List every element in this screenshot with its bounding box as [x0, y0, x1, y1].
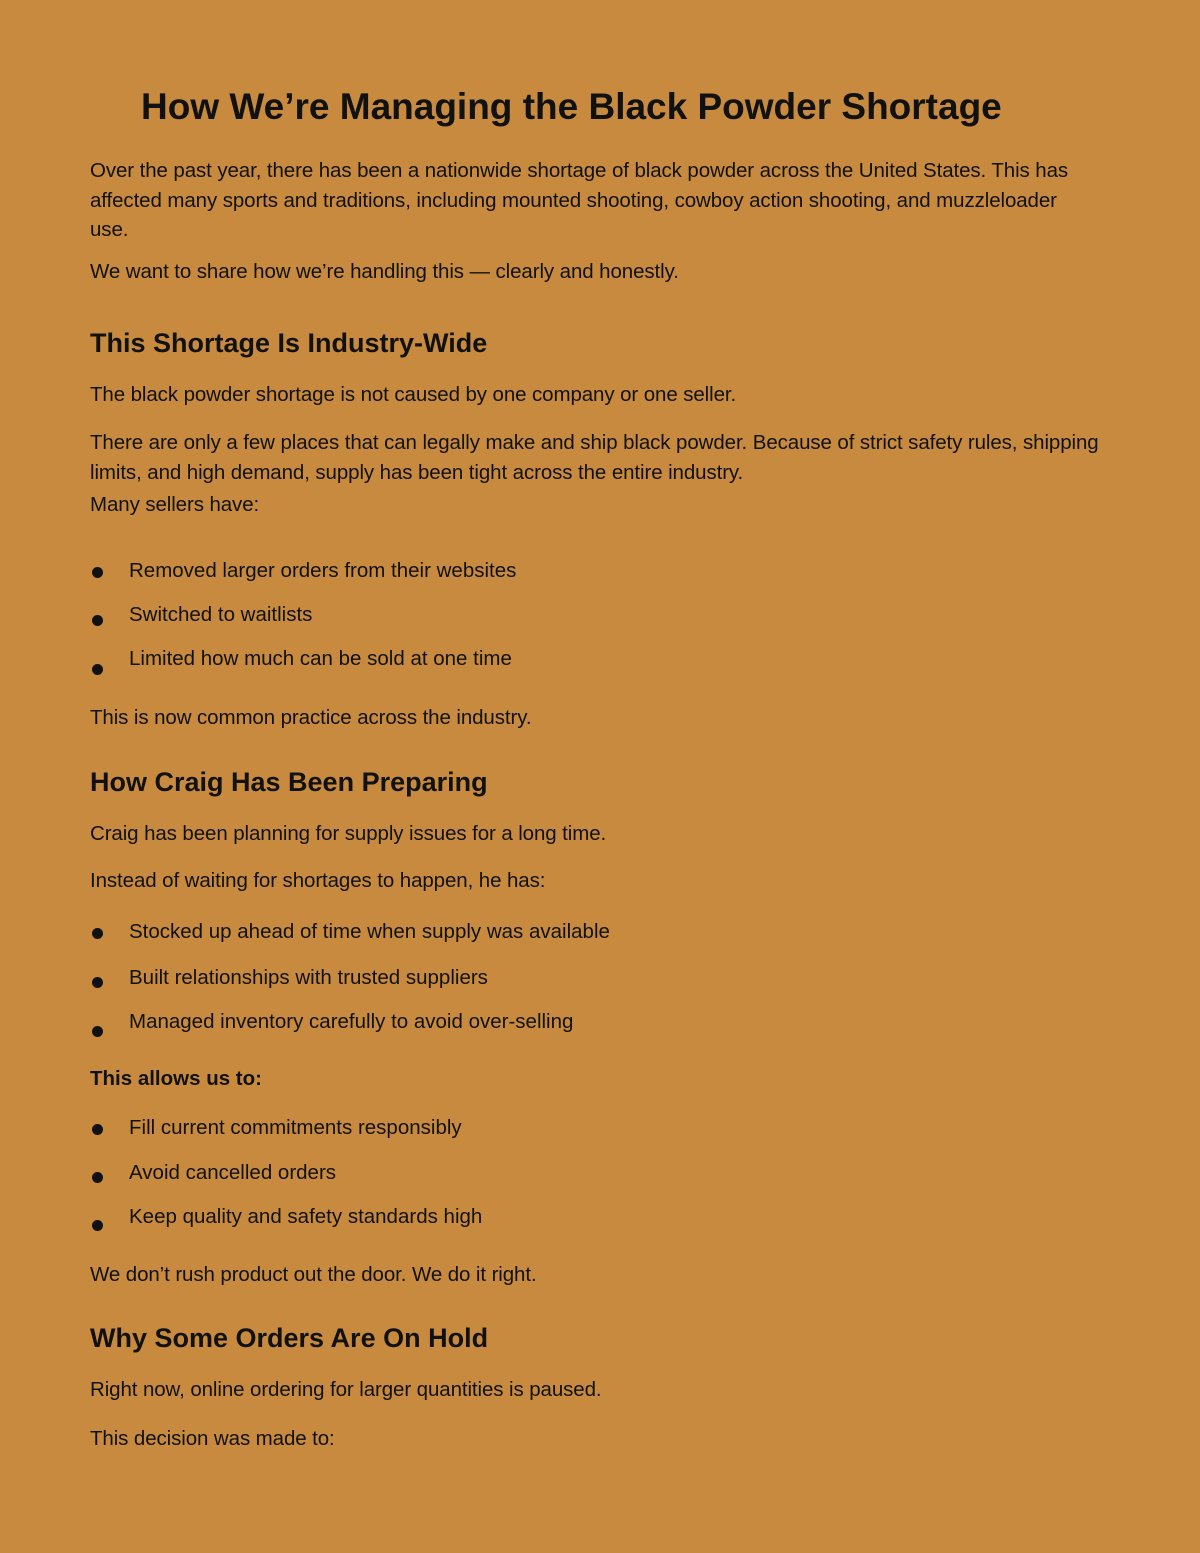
list-item: [90, 600, 790, 630]
bullet-icon: [92, 1124, 103, 1135]
list-item: [90, 644, 790, 674]
list-item: [90, 1202, 790, 1232]
section1-paragraph-3: Many sellers have:: [90, 493, 260, 516]
bullet-icon: [92, 1220, 103, 1231]
section1-closing: This is now common practice across the industry.: [90, 706, 532, 729]
section-heading-orders-on-hold: Why Some Orders Are On Hold: [90, 1323, 489, 1353]
list-item-text: Removed larger orders from their websites: [129, 559, 517, 582]
list-item-text: Limited how much can be sold at one time: [129, 647, 512, 670]
list-item-text: Switched to waitlists: [129, 603, 313, 626]
intro-paragraph-2: We want to share how we’re handling this — clearly and honestly.: [90, 260, 679, 283]
section3-paragraph-1: Right now, online ordering for larger quantities is paused.: [90, 1378, 602, 1401]
section1-paragraph-1: The black powder shortage is not caused by one company or one seller.: [90, 383, 737, 406]
section2-closing: We don’t rush product out the door. We do it right.: [90, 1263, 537, 1286]
allows-label: This allows us to:: [90, 1067, 262, 1090]
bullet-icon: [92, 615, 103, 626]
list-item-text: Fill current commitments responsibly: [129, 1116, 462, 1139]
list-item: [90, 917, 790, 947]
bullet-icon: [92, 567, 103, 578]
bullet-icon: [92, 977, 103, 988]
list-item-text: Stocked up ahead of time when supply was available: [129, 920, 610, 943]
bullet-icon: [92, 1172, 103, 1183]
list-item: [90, 963, 790, 993]
section2-paragraph-1: Craig has been planning for supply issues for a long time.: [90, 822, 607, 845]
section-heading-craig-preparing: How Craig Has Been Preparing: [90, 767, 488, 797]
list-item-text: Avoid cancelled orders: [129, 1161, 337, 1184]
section3-paragraph-2: This decision was made to:: [90, 1427, 335, 1450]
list-item-text: Managed inventory carefully to avoid over-selling: [129, 1010, 574, 1033]
list-item: [90, 1158, 790, 1188]
section1-paragraph-2: There are only a few places that can legally make and ship black powder. Because of strict safety rules, shipping limits, and high demand, supply has been tight across the entire industry.: [90, 431, 1099, 484]
bullet-icon: [92, 664, 103, 675]
bullet-icon: [92, 1026, 103, 1037]
page-title: How We’re Managing the Black Powder Shortage: [141, 86, 1002, 127]
section2-paragraph-2: Instead of waiting for shortages to happen, he has:: [90, 869, 546, 892]
section-heading-industry-wide: This Shortage Is Industry-Wide: [90, 328, 488, 358]
intro-paragraph-1: Over the past year, there has been a nationwide shortage of black powder across the United States. This has affected many sports and traditions, including mounted shooting, cowboy action shooting, and muzzleloader use.: [90, 159, 1069, 241]
list-item: [90, 1113, 790, 1143]
list-item: [90, 1007, 790, 1037]
list-item-text: Built relationships with trusted suppliers: [129, 966, 488, 989]
list-item: [90, 556, 790, 586]
bullet-icon: [92, 928, 103, 939]
list-item-text: Keep quality and safety standards high: [129, 1205, 483, 1228]
